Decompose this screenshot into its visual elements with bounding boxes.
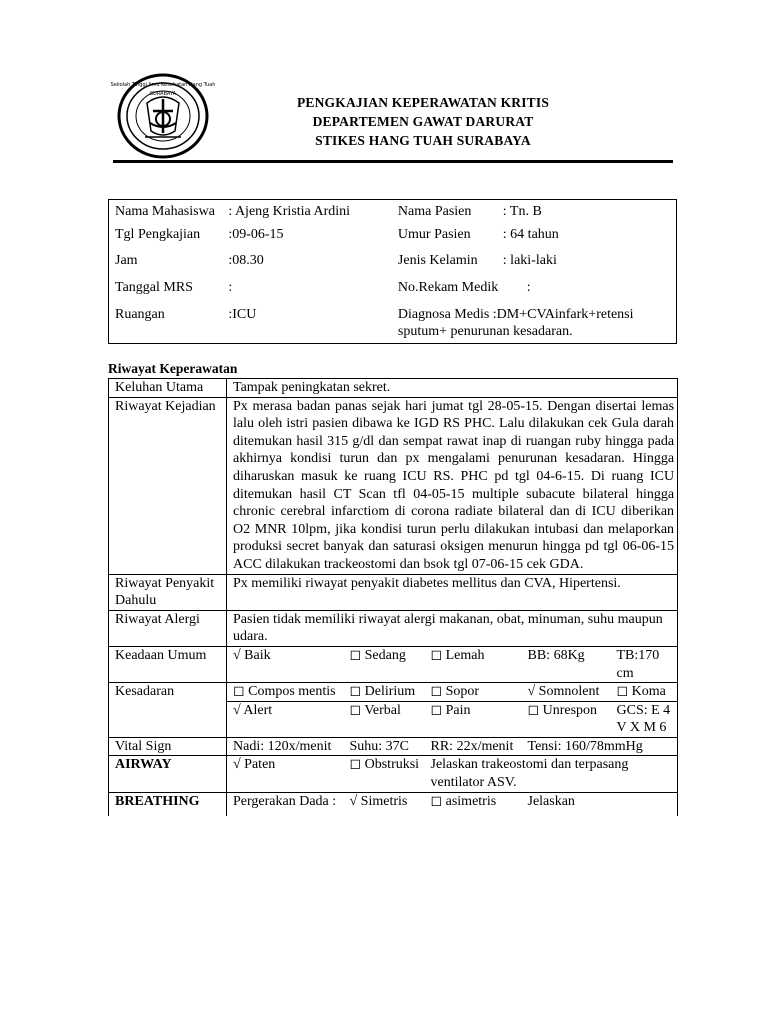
nama-pasien-value: : Tn. B [502, 204, 542, 219]
document-header [200, 93, 646, 150]
stikes-logo-icon [110, 73, 216, 159]
keadaan-lemah-option[interactable]: ◻ Lemah [425, 646, 522, 682]
vital-tensi: Tensi: 160/78mmHg [522, 737, 678, 756]
svg-text:SURABAYA: SURABAYA [149, 91, 177, 97]
svg-text:Sekolah Tinggi Ilmu Kesehatan: Sekolah Tinggi Ilmu Kesehatan Hang Tuah [110, 82, 216, 88]
jam-value: :08.30 [228, 252, 264, 268]
avpu-pain-option[interactable]: ◻ Pain [425, 701, 522, 737]
keadaan-umum-label: Keadaan Umum [109, 646, 227, 682]
tanggal-mrs-value: : [228, 279, 233, 295]
airway-obstruksi-option[interactable]: ◻ Obstruksi [344, 756, 425, 792]
riwayat-alergi-label: Riwayat Alergi [109, 610, 227, 646]
assessment-table [108, 378, 678, 816]
riwayat-penyakit-dahulu-value: Px memiliki riwayat penyakit diabetes mellitus dan CVA, Hipertensi. [227, 574, 678, 610]
avpu-unrespon-option[interactable]: ◻ Unrespon [522, 701, 611, 737]
ruangan-label: Ruangan [115, 306, 165, 322]
keadaan-baik-option[interactable]: √ Baik [227, 646, 344, 682]
breathing-pergerakan-dada: Pergerakan Dada : [227, 792, 344, 816]
kesadaran-label: Kesadaran [109, 683, 227, 702]
tgl-pengkajian-value: :09-06-15 [228, 226, 284, 242]
kesadaran-delirium-option[interactable]: ◻ Delirium [344, 683, 425, 702]
ruangan-value: :ICU [228, 306, 257, 322]
umur-label: Umur Pasien [397, 226, 471, 242]
airway-label: AIRWAY [109, 756, 227, 792]
tinggi-badan: TB:170 cm [611, 646, 678, 682]
avpu-verbal-option[interactable]: ◻ Verbal [344, 701, 425, 737]
diagnosa-medis: Diagnosa Medis :DM+CVAinfark+retensi sputum+ penurunan kesadaran. [397, 306, 634, 339]
riwayat-penyakit-dahulu-label: Riwayat Penyakit Dahulu [109, 574, 227, 610]
no-rekam-medik-value: : [526, 279, 531, 295]
nama-mahasiswa-label: Nama Mahasiswa [115, 204, 215, 219]
kesadaran-koma-option[interactable]: ◻ Koma [611, 683, 678, 702]
jenis-kelamin-label: Jenis Kelamin [397, 252, 478, 268]
keluhan-utama-label: Keluhan Utama [109, 379, 227, 398]
patient-info-table [108, 199, 677, 344]
nama-pasien-label: Nama Pasien [397, 204, 472, 219]
kesadaran-avpu-blank [109, 701, 227, 737]
keluhan-utama-value: Tampak peningkatan sekret. [227, 379, 678, 398]
vital-rr: RR: 22x/menit [425, 737, 522, 756]
airway-paten-option[interactable]: √ Paten [227, 756, 344, 792]
kesadaran-somnolent-option[interactable]: √ Somnolent [522, 683, 611, 702]
nama-mahasiswa-value: : Ajeng Kristia Ardini [228, 204, 351, 219]
gcs-score: GCS: E 4 V X M 6 [611, 701, 678, 737]
kesadaran-compos-mentis-option[interactable]: ◻ Compos mentis [227, 683, 344, 702]
tanggal-mrs-label: Tanggal MRS [115, 279, 193, 295]
vital-sign-label: Vital Sign [109, 737, 227, 756]
title-line-3: STIKES HANG TUAH SURABAYA [315, 133, 531, 148]
airway-jelaskan: Jelaskan trakeostomi dan terpasang ventilator ASV. [425, 756, 678, 792]
breathing-label: BREATHING [109, 792, 227, 816]
riwayat-keperawatan-title: Riwayat Keperawatan [108, 361, 238, 376]
header-rule [113, 160, 673, 163]
title-line-1: PENGKAJIAN KEPERAWATAN KRITIS [296, 95, 550, 110]
no-rekam-medik-label: No.Rekam Medik [397, 279, 499, 295]
keadaan-sedang-option[interactable]: ◻ Sedang [344, 646, 425, 682]
avpu-alert-option[interactable]: √ Alert [227, 701, 344, 737]
riwayat-alergi-value: Pasien tidak memiliki riwayat alergi makanan, obat, minuman, suhu maupun udara. [227, 610, 678, 646]
vital-suhu: Suhu: 37C [344, 737, 425, 756]
jam-label: Jam [115, 252, 138, 268]
berat-badan: BB: 68Kg [522, 646, 611, 682]
breathing-jelaskan: Jelaskan [522, 792, 678, 816]
breathing-asimetris-option[interactable]: ◻ asimetris [425, 792, 522, 816]
breathing-simetris-option[interactable]: √ Simetris [344, 792, 425, 816]
riwayat-kejadian-value: Px merasa badan panas sejak hari jumat tgl 28-05-15. Dengan disertai lemas lalu oleh istri pasien dibawa ke IGD RS PHC. Lalu dilakukan cek Gula darah ditemukan hasil 315 g/dl dan sempat rawat inap di ruangan ruby hingga pada akhirnya kondisi turun dan px mengalami penurunan kesadaran. Hingga diharuskan masuk ke ruang ICU RS. PHC pd tgl 04-6-15. Di ruang ICU ditemukan hasil CT Scan tfl 04-05-15 multiple subacute bilateral hingga chronic cerebral infarctiom di corona radiate bilateral dan di ICU diberikan O2 MNR 10lpm, jika kondisi turun perlu dilakukan intubasi dan melaporkan produksi secret banyak dan saturasi oksigen menurun hingga pd tgl 06-06-15 ACC dilakukan trackeostomi dan bsok tgl 07-06-15 cek GDA. [227, 397, 678, 574]
tgl-pengkajian-label: Tgl Pengkajian [115, 226, 201, 242]
umur-value: : 64 tahun [502, 226, 559, 242]
kesadaran-sopor-option[interactable]: ◻ Sopor [425, 683, 522, 702]
jenis-kelamin-value: : laki-laki [502, 252, 557, 268]
vital-nadi: Nadi: 120x/menit [227, 737, 344, 756]
title-line-2: DEPARTEMEN GAWAT DARURAT [312, 114, 534, 129]
riwayat-kejadian-label: Riwayat Kejadian [109, 397, 227, 574]
